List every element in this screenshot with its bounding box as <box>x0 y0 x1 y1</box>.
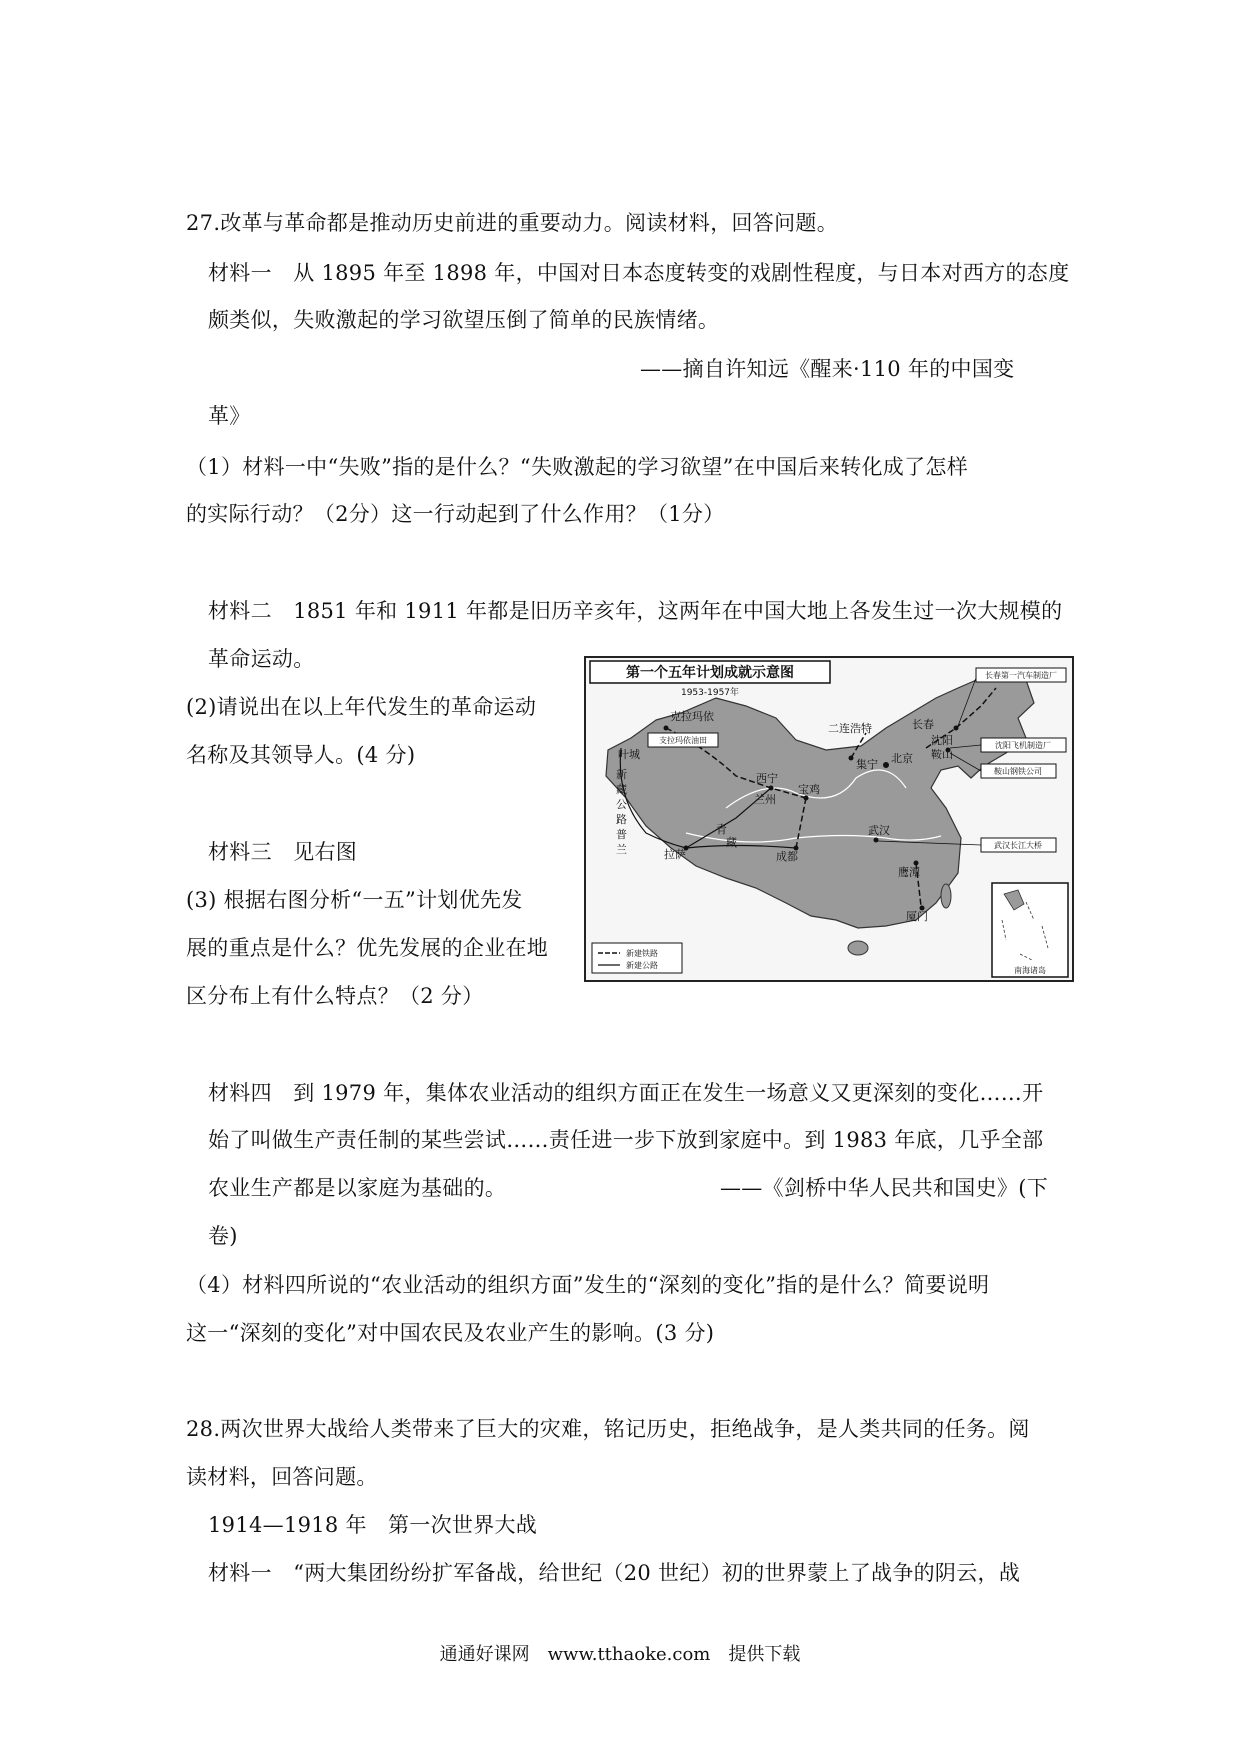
taiwan-island <box>941 884 951 908</box>
label-lhasa: 拉萨 <box>664 848 686 861</box>
q27-question4-line2: 这一“深刻的变化”对中国农民及农业产生的影响。(3 分) <box>186 1321 715 1345</box>
q27-material1-line1: 材料一 从 1895 年至 1898 年，中国对日本态度转变的戏剧性程度，与日本对西方的态度 <box>208 261 1070 285</box>
label-pu: 普 <box>616 828 627 841</box>
label-jining: 集宁 <box>856 758 878 771</box>
label-zang: 藏 <box>616 783 627 796</box>
q27-material4-line1: 材料四 到 1979 年，集体农业活动的组织方面正在发生一场意义又更深刻的变化……开 <box>208 1081 1044 1105</box>
inset-label: 南海诸岛 <box>1014 966 1046 975</box>
q27-question4-line1: （4）材料四所说的“农业活动的组织方面”发生的“深刻的变化”指的是什么？简要说明 <box>186 1273 990 1297</box>
q28-war-name: 第一次世界大战 <box>388 1513 538 1537</box>
china-landmass <box>606 670 1034 928</box>
q27-stem: 27.改革与革命都是推动历史前进的重要动力。阅读材料，回答问题。 <box>186 211 838 235</box>
label-anshan: 鞍山 <box>931 748 953 761</box>
q27-material4-line3: 农业生产都是以家庭为基础的。 <box>208 1176 507 1200</box>
label-zang2: 藏 <box>726 836 737 849</box>
south-china-sea-inset <box>992 883 1068 977</box>
q27-question3-line1: (3) 根据右图分析“一五”计划优先发 <box>186 888 523 912</box>
box-karamay-oilfield: 支拉玛依油田 <box>659 736 707 745</box>
page-footer: 通通好课网 www.tthaoke.com 提供下载 <box>439 1644 801 1665</box>
map-title: 第一个五年计划成就示意图 <box>626 665 794 681</box>
label-erlianhaote: 二连浩特 <box>828 722 872 735</box>
q27-material4-source: ——《剑桥中华人民共和国史》(下 <box>720 1176 1048 1200</box>
q27-material1-line2: 颇类似，失败激起的学习欲望压倒了简单的民族情绪。 <box>208 308 720 332</box>
q27-question2-line1: (2)请说出在以上年代发生的革命运动 <box>186 695 537 719</box>
label-yecheng: 叶城 <box>618 748 640 761</box>
q27-question3-line3: 区分布上有什么特点？（2 分） <box>186 984 484 1008</box>
q27-material2-line1: 材料二 1851 年和 1911 年都是旧历辛亥年，这两年在中国大地上各发生过一次大规模的 <box>208 599 1063 623</box>
label-yingtan: 鹰潭 <box>898 866 920 879</box>
label-karamay: 克拉玛依 <box>670 710 714 723</box>
label-baoji: 宝鸡 <box>798 783 820 796</box>
q27-material4-source-cont: 卷) <box>208 1224 238 1248</box>
q27-question3-line2: 展的重点是什么？优先发展的企业在地 <box>186 936 549 960</box>
q27-question1-line2: 的实际行动？（2分）这一行动起到了什么作用？（1分） <box>186 502 725 526</box>
box-changchun-auto: 长春第一汽车制造厂 <box>985 671 1057 680</box>
q27-material1-source-cont: 革》 <box>208 404 251 428</box>
label-gong: 公 <box>616 798 627 811</box>
label-chengdu: 成都 <box>776 850 798 863</box>
q28-stem-line2: 读材料，回答问题。 <box>186 1465 378 1489</box>
label-lanzhou: 兰州 <box>754 793 776 806</box>
label-xiamen: 厦门 <box>906 910 928 923</box>
q28-stem-line1: 28.两次世界大战给人类带来了巨大的灾难，铭记历史，拒绝战争，是人类共同的任务。阅 <box>186 1417 1030 1441</box>
label-wuhan: 武汉 <box>868 824 890 837</box>
first-five-year-plan-map <box>584 656 1074 982</box>
label-lan: 兰 <box>616 843 627 856</box>
label-changchun: 长春 <box>912 718 934 731</box>
q27-material1-source: ——摘自许知远《醒来·110 年的中国变 <box>640 357 1015 381</box>
q28-period: 1914—1918 年 <box>208 1513 367 1537</box>
legend-railway: 新建铁路 <box>626 949 658 958</box>
label-qing: 青 <box>716 823 727 836</box>
label-beijing: 北京 <box>891 752 913 765</box>
hainan-island <box>848 941 868 955</box>
label-xin: 新 <box>616 768 627 781</box>
box-anshan-steel: 鞍山钢铁公司 <box>994 767 1042 776</box>
box-shenyang-aircraft: 沈阳飞机制造厂 <box>995 741 1051 750</box>
q27-material3: 材料三 见右图 <box>208 840 358 864</box>
legend-highway: 新建公路 <box>626 961 658 970</box>
box-wuhan-bridge: 武汉长江大桥 <box>994 841 1042 850</box>
q27-material4-line2: 始了叫做生产责任制的某些尝试……责任进一步下放到家庭中。到 1983 年底，几乎全部 <box>208 1128 1044 1152</box>
label-shenyang: 沈阳 <box>931 734 953 747</box>
map-years: 1953-1957年 <box>680 688 740 698</box>
q27-material2-line2: 革命运动。 <box>208 647 315 671</box>
q28-material1-line1: 材料一 “两大集团纷纷扩军备战，给世纪（20 世纪）初的世界蒙上了战争的阴云，战 <box>208 1561 1021 1585</box>
label-xining: 西宁 <box>756 772 778 785</box>
q27-question1-line1: （1）材料一中“失败”指的是什么？“失败激起的学习欲望”在中国后来转化成了怎样 <box>186 455 969 479</box>
label-lu: 路 <box>616 813 627 826</box>
q27-question2-line2: 名称及其领导人。(4 分) <box>186 743 416 767</box>
